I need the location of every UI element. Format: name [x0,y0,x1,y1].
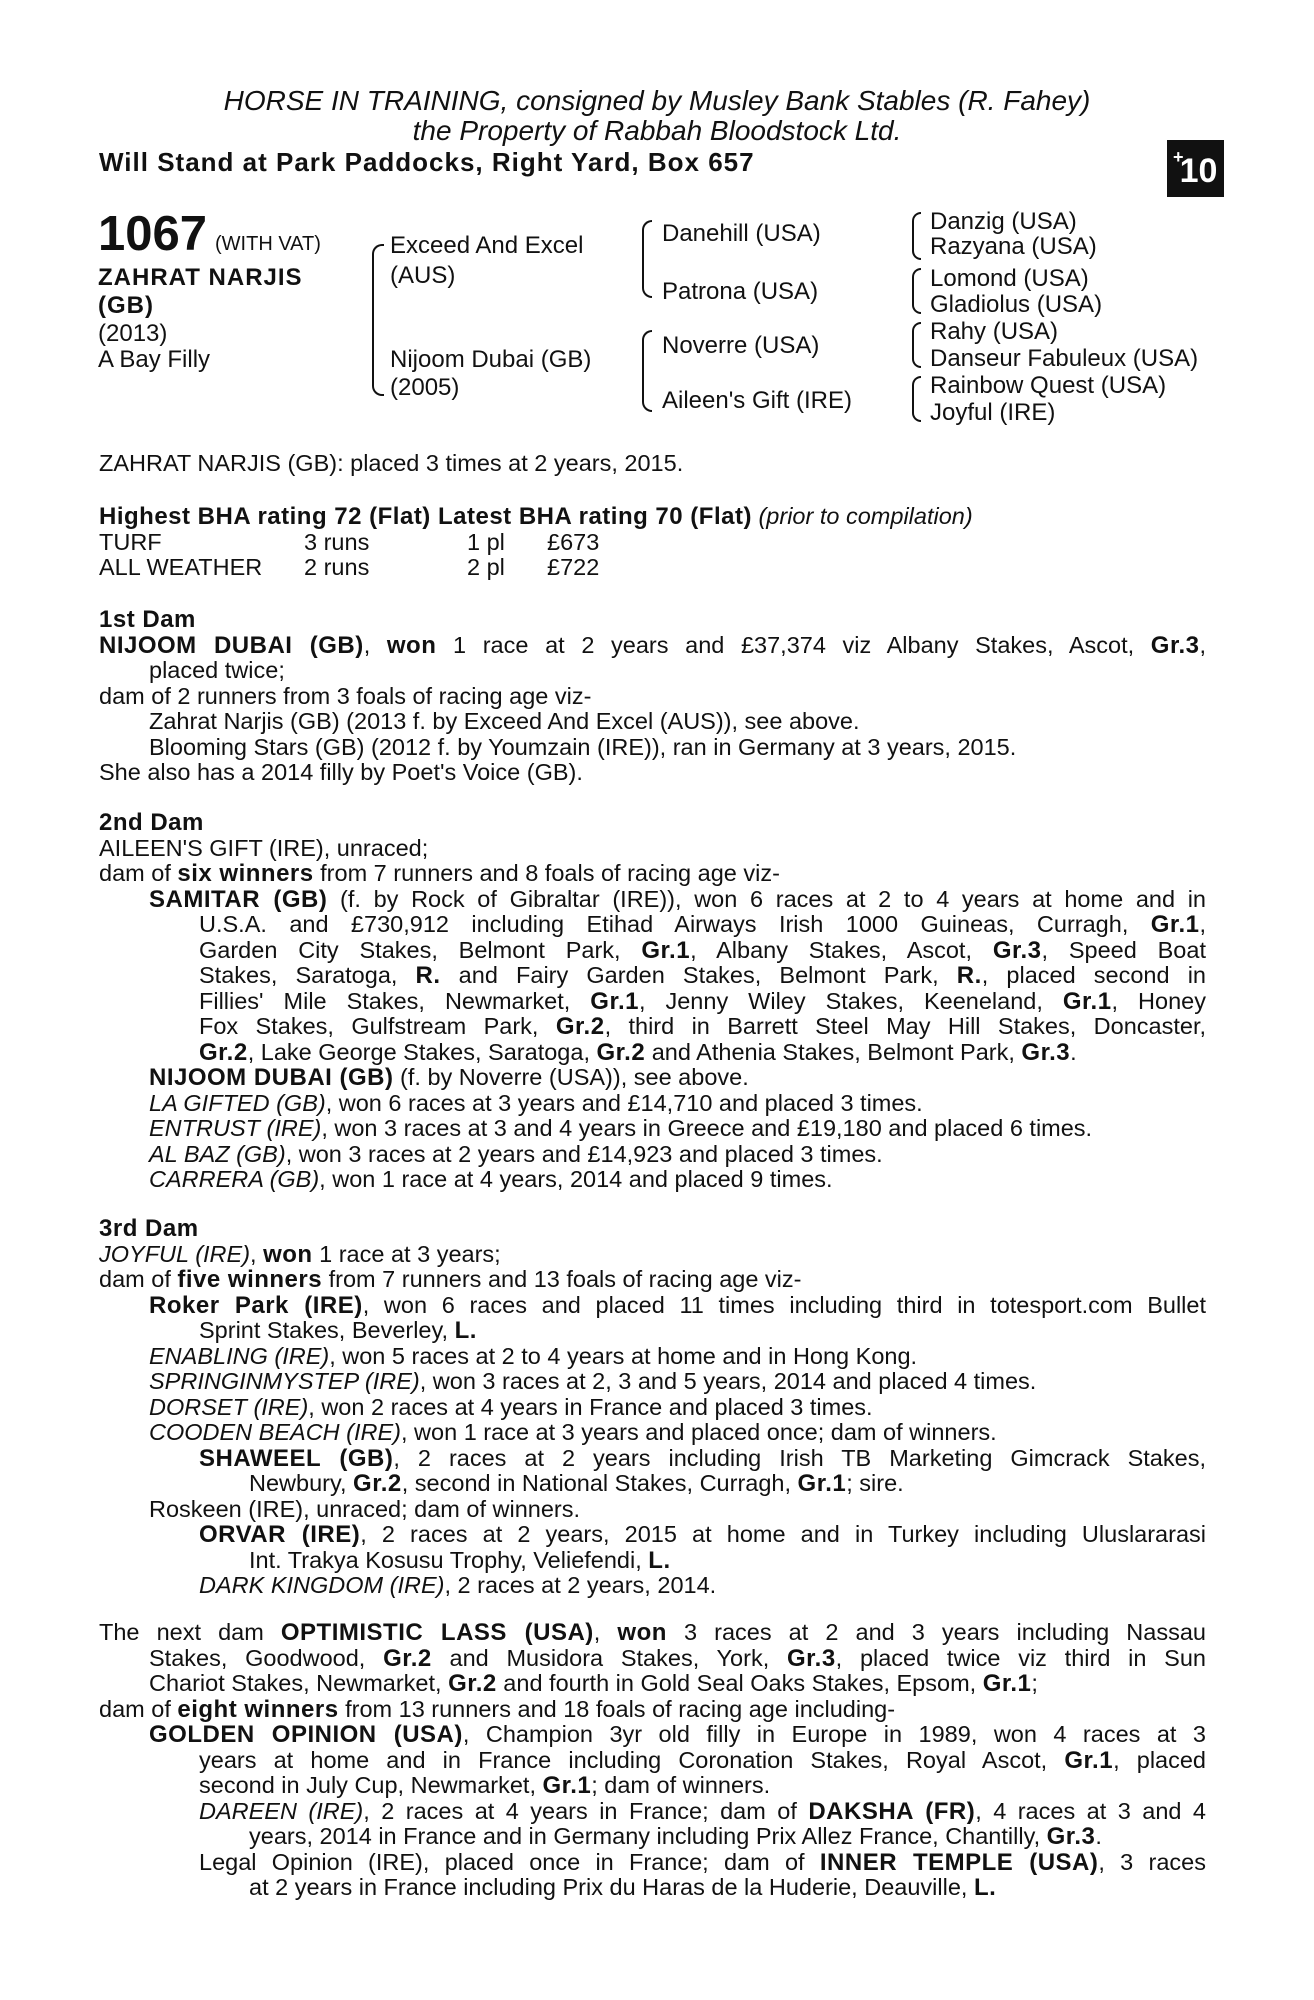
horse-year: (2013) [98,320,168,347]
text-segment: years at home and in France including Coronation Stakes, Royal Ascot, [199,1746,1065,1773]
text-segment: , 2 races at 4 years in France; dam of [363,1797,809,1824]
text-segment: She also has a 2014 filly by Poet's Voice (GB). [99,759,583,785]
text-line [99,938,1206,964]
text-segment: Sprint Stakes, Beverley, [199,1317,455,1343]
samitar-entry [99,887,1206,913]
text-segment: ALL WEATHER [99,554,263,580]
text-line [99,1142,1206,1168]
text-line [99,1014,1206,1040]
lot-number: 1067 [98,207,208,261]
text-segment: Roskeen (IRE), unraced; dam of winners. [149,1495,581,1522]
text-segment: , 4 races at 3 and 4 [975,1797,1206,1824]
pedigree-bracket-gen1-bottom [372,326,384,396]
text-segment: Gr.2 [383,1644,432,1672]
nijoom-entry [99,1065,1206,1091]
sire-dam: Patrona (USA) [662,278,819,305]
dam-dam-sire: Rainbow Quest (USA) [930,372,1167,399]
text-segment: ; [1031,1670,1038,1696]
horse-name [98,264,303,320]
text-segment: five winners [177,1266,323,1293]
text-segment: , won 6 races and placed 11 times including third in totesport.com Bullet [362,1291,1207,1318]
text-segment: ; dam of winners. [591,1772,771,1798]
text-segment: and Athenia Stakes, Belmont Park, [645,1038,1022,1065]
text-segment: Gr.2 [448,1670,497,1697]
text-segment: Garden City Stakes, Belmont Park, [199,936,642,963]
text-segment: (f. by Noverre (USA)), see above. [393,1064,749,1090]
text-segment: second in July Cup, Newmarket, [199,1772,543,1798]
text-segment: Gr.2 [353,1470,402,1497]
text-line [99,1167,1206,1193]
sire-sire-dam: Razyana (USA) [930,233,1097,260]
pedigree-bracket-gen3b-bottom [912,290,921,314]
text-segment: R. [956,962,982,989]
sire-sire: Danehill (USA) [662,220,821,247]
pedigree-bracket-gen2a-bottom [642,258,652,298]
text-segment: dam of [99,1266,178,1292]
text-segment: 2 pl [467,554,505,580]
badge-number: 10 [1179,152,1218,190]
text-segment: dam of [99,860,178,886]
text-segment: 1 race at 2 years and £37,374 viz Albany Stakes, Ascot, [436,631,1151,658]
text-segment: NIJOOM DUBAI (GB) [149,1064,394,1091]
text-segment: Gr.1 [797,1470,847,1497]
text-line [99,1471,1206,1497]
text-segment: DAKSHA (FR) [808,1797,976,1825]
pedigree-bracket-gen3c-top [912,322,921,346]
text-segment: , [1199,631,1207,658]
text-segment: Gr.3 [786,1644,836,1672]
text-segment: placed twice; [149,657,285,683]
text-segment: dam of [99,1695,178,1722]
text-line [99,1420,1206,1446]
text-segment: and Musidora Stakes, York, [431,1644,787,1671]
pedigree-bracket-gen3a-bottom [912,236,921,260]
text-segment: , Honey [1111,987,1206,1014]
record-row-turf [99,530,1206,556]
text-segment: Fox Stakes, Gulfstream Park, [199,1013,556,1039]
ten-plus-badge-icon [1167,140,1224,197]
stand-location: Will Stand at Park Paddocks, Right Yard, Box 657 [99,147,755,177]
sire-sire-sire: Danzig (USA) [930,208,1077,235]
first-dam-section [99,607,1206,786]
next-dam-section [99,1620,1206,1901]
text-segment: JOYFUL (IRE) [99,1240,251,1267]
sire-dam-sire: Lomond (USA) [930,265,1089,292]
text-line [99,1722,1206,1748]
text-segment: dam of 2 runners from 3 foals of racing age viz- [99,682,592,709]
text-segment: SPRINGINMYSTEP (IRE) [149,1368,420,1394]
text-segment: Gr.1 [1150,911,1200,938]
text-segment: . [1095,1823,1102,1849]
text-segment: and Fairy Garden Stakes, Belmont Park, [440,962,957,988]
text-segment: , 2 races at 2 years, 2015 at home and in Turkey including Uluslararasi [360,1521,1206,1547]
text-segment: Newbury, [249,1470,354,1496]
text-segment: , won 1 race at 3 years and placed once; dam of winners. [401,1419,997,1445]
text-segment: Roker Park (IRE) [149,1291,363,1319]
dam-sire-sire: Rahy (USA) [930,318,1059,345]
text-segment: AILEEN'S GIFT (IRE), unraced; [99,834,429,861]
text-segment: £722 [547,554,600,580]
text-line [99,1773,1206,1799]
pedigree-bracket-gen3b-top [912,268,921,292]
text-segment: won [263,1240,313,1268]
race-summary [99,451,1206,477]
text-line [99,1573,1206,1599]
text-line [99,1446,1206,1472]
text-segment: , [363,631,387,658]
text-line [99,1799,1206,1825]
text-line [99,1040,1206,1066]
text-line [99,1671,1206,1697]
text-segment: six winners [177,860,314,887]
text-segment: COODEN BEACH (IRE) [149,1419,401,1445]
text-line [99,1850,1206,1876]
text-segment: , [1199,911,1206,937]
text-segment: ENABLING (IRE) [149,1342,330,1369]
bha-ratings: Highest BHA rating 72 (Flat) Latest BHA rating 70 (Flat) [99,503,752,530]
text-segment: , [593,1619,618,1645]
text-segment: Gr.3 [1150,631,1200,659]
text-segment: Gr.2 [555,1013,605,1040]
text-segment: , Lake George Stakes, Saratoga, [247,1038,597,1065]
text-segment: from 7 runners and 8 foals of racing age viz- [313,860,780,886]
text-segment: , won 3 races at 3 and 4 years in Greece and £19,180 and placed 6 times. [321,1115,1093,1141]
text-line [99,1267,1206,1293]
horse-name-line2: (GB) [98,292,154,319]
text-segment: , Albany Stakes, Ascot, [690,936,993,963]
dam-year: (2005) [390,374,460,401]
text-line [99,1318,1206,1344]
text-segment: , Champion 3yr old filly in Europe in 1989, won 4 races at 3 [462,1721,1206,1747]
text-segment: 3 races at 2 and 3 years including Nassau [666,1619,1206,1645]
ratings-section [99,504,1206,581]
text-segment: 3 runs [304,528,370,555]
text-line [99,1369,1206,1395]
text-line [99,1548,1206,1574]
text-segment: L. [973,1874,997,1901]
first-dam-heading: 1st Dam [99,606,196,633]
text-segment: , third in Barrett Steel May Hill Stakes, Doncaster, [604,1013,1206,1039]
ratings-note: (prior to compilation) [758,503,973,529]
text-segment: , Jenny Wiley Stakes, Keeneland, [638,987,1063,1014]
text-segment: 1 pl [467,528,505,555]
text-segment: 1 race at 3 years; [312,1240,501,1267]
property-line: the Property of Rabbah Bloodstock Ltd. [412,115,902,146]
text-segment: , second in National Stakes, Curragh, [401,1470,798,1496]
text-line [99,989,1206,1015]
text-line [99,504,1206,530]
text-line [99,1091,1206,1117]
consignor-line: HORSE IN TRAINING, consigned by Musley Bank Stables (R. Fahey) [223,85,1091,116]
sire-country: (AUS) [390,262,456,289]
text-segment: Legal Opinion (IRE), placed once in France; dam of [199,1848,820,1875]
pedigree-bracket-gen1-top [372,244,384,328]
text-segment: , 3 races [1098,1848,1206,1875]
text-segment: from 13 runners and 18 foals of racing age including- [338,1695,896,1722]
text-segment: , 2 races at 2 years, 2014. [444,1572,717,1598]
text-segment: Gr.1 [1064,1746,1114,1774]
text-segment: Stakes, Goodwood, [149,1644,384,1671]
text-segment: , won 3 races at 2 years and £14,923 and placed 3 times. [285,1140,883,1167]
badge-plus: + [1173,147,1184,167]
text-segment: , placed [1113,1746,1206,1773]
text-segment: Gr.3 [1046,1823,1096,1850]
text-line [99,1242,1206,1268]
text-segment: eight winners [177,1695,339,1723]
text-segment: years, 2014 in France and in Germany including Prix Allez France, Chantilly, [249,1823,1047,1849]
pedigree-bracket-gen3d-top [912,376,921,400]
text-segment: Fillies' Mile Stakes, Newmarket, [199,987,591,1014]
text-segment: Gr.1 [1062,987,1112,1015]
third-dam-heading: 3rd Dam [99,1215,199,1242]
text-segment: , won 1 race at 4 years, 2014 and placed 9 times. [319,1166,833,1192]
first-dam-line [99,633,1206,659]
third-dam-section [99,1216,1206,1599]
text-line [99,1344,1206,1370]
text-segment: Gr.1 [641,936,691,964]
text-segment: £673 [547,528,600,555]
text-segment: DORSET (IRE) [149,1393,309,1420]
dam: Nijoom Dubai (GB) [390,346,592,373]
text-segment: Gr.1 [542,1772,592,1799]
pedigree-bracket-gen3a-top [912,212,921,238]
text-segment: Gr.2 [596,1038,646,1066]
text-segment: R. [415,962,441,989]
text-segment: GOLDEN OPINION (USA) [149,1721,463,1748]
text-segment: AL BAZ (GB) [149,1140,286,1167]
text-line [99,1522,1206,1548]
foal-line: Zahrat Narjis (GB) (2013 f. by Exceed And Excel (AUS)), see above. [149,708,860,734]
text-segment: Stakes, Saratoga, [199,962,416,988]
dam-sire: Noverre (USA) [662,332,820,359]
text-segment: 2 runs [304,554,370,580]
text-segment: INNER TEMPLE (USA) [819,1848,1099,1876]
pedigree-bracket-gen2b-top [642,330,652,372]
text-segment: Gr.3 [1021,1038,1071,1066]
text-segment: , 2 races at 2 years including Irish TB Marketing Gimcrack Stakes, [393,1444,1206,1471]
text-line [99,1697,1206,1723]
text-segment: and fourth in Gold Seal Oaks Stakes, Epsom, [496,1670,983,1696]
pedigree-bracket-gen3c-bottom [912,344,921,368]
text-segment: . [1070,1038,1077,1065]
text-segment: Gr.2 [199,1038,248,1066]
second-dam-section [99,810,1206,1193]
horse-name-line1: ZAHRAT NARJIS [98,264,303,291]
text-line [99,1875,1206,1901]
summary-text: ZAHRAT NARJIS (GB): placed 3 times at 2 years, 2015. [99,450,684,476]
text-segment: OPTIMISTIC LASS (USA) [280,1619,594,1646]
text-segment: Int. Trakya Kosusu Trophy, Veliefendi, [249,1546,649,1573]
text-line [99,1395,1206,1421]
text-segment: U.S.A. and £730,912 including Etihad Airways Irish 1000 Guineas, Curragh, [199,911,1151,937]
sire: Exceed And Excel [390,232,584,259]
text-segment: , [250,1240,264,1267]
text-segment: won [386,631,437,659]
text-segment: TURF [99,528,162,555]
text-segment: Chariot Stakes, Newmarket, [149,1670,449,1696]
dam-dam: Aileen's Gift (IRE) [662,387,852,414]
text-segment: Gr.3 [992,936,1042,964]
text-segment: , won 2 races at 4 years in France and placed 3 times. [308,1393,873,1420]
pedigree-bracket-gen3d-bottom [912,398,921,422]
text-segment: DARK KINGDOM (IRE) [199,1572,445,1598]
text-segment: from 7 runners and 13 foals of racing age viz- [322,1266,802,1292]
text-segment: L. [454,1317,477,1344]
text-line [99,1620,1206,1646]
sire-dam-dam: Gladiolus (USA) [930,291,1103,318]
text-segment: The next dam [99,1619,281,1645]
text-line [99,1116,1206,1142]
text-segment: SAMITAR (GB) [149,885,328,913]
text-segment: at 2 years in France including Prix du Haras de la Huderie, Deauville, [249,1874,974,1900]
text-segment: NIJOOM DUBAI (GB) [99,631,364,659]
pedigree-bracket-gen2a-top [642,220,652,260]
text-segment: Gr.1 [982,1670,1032,1697]
text-segment: won [617,1619,667,1646]
text-segment: (f. by Rock of Gibraltar (IRE)), won 6 races at 2 to 4 years at home and in [327,885,1206,912]
text-segment: , won 6 races at 3 years and £14,710 and placed 3 times. [325,1089,923,1116]
text-line [99,1646,1206,1672]
text-segment: ; sire. [846,1470,904,1496]
foal-line: Blooming Stars (GB) (2012 f. by Youmzain (IRE)), ran in Germany at 3 years, 2015. [149,733,1017,760]
text-segment: CARRERA (GB) [149,1166,320,1192]
text-segment: , Speed Boat [1041,936,1206,963]
text-line [99,861,1206,887]
text-line [99,1824,1206,1850]
vat-note: (WITH VAT) [215,233,321,255]
text-segment: , won 3 races at 2, 3 and 5 years, 2014 and placed 4 times. [419,1368,1037,1394]
text-segment: DAREEN (IRE) [199,1797,364,1824]
text-segment: ENTRUST (IRE) [149,1115,322,1141]
second-dam-heading: 2nd Dam [99,809,204,836]
text-segment: LA GIFTED (GB) [149,1089,326,1116]
text-segment: SHAWEEL (GB) [199,1444,394,1472]
text-segment: ORVAR (IRE) [199,1521,361,1548]
text-segment: Gr.1 [590,987,639,1015]
text-line [99,963,1206,989]
text-segment: , won 5 races at 2 to 4 years at home and in Hong Kong. [329,1342,918,1369]
record-row-all-weather [99,555,1206,581]
horse-description: A Bay Filly [98,346,211,373]
text-line [99,912,1206,938]
dam-dam-dam: Joyful (IRE) [930,399,1056,426]
text-line [99,1293,1206,1319]
text-segment: , placed second in [981,962,1206,988]
pedigree-bracket-gen2b-bottom [642,370,652,412]
text-segment: , placed twice viz third in Sun [835,1644,1206,1671]
text-segment: L. [648,1546,671,1574]
lot-heading [98,206,321,262]
dam-sire-dam: Danseur Fabuleux (USA) [930,345,1199,372]
text-line [99,1748,1206,1774]
